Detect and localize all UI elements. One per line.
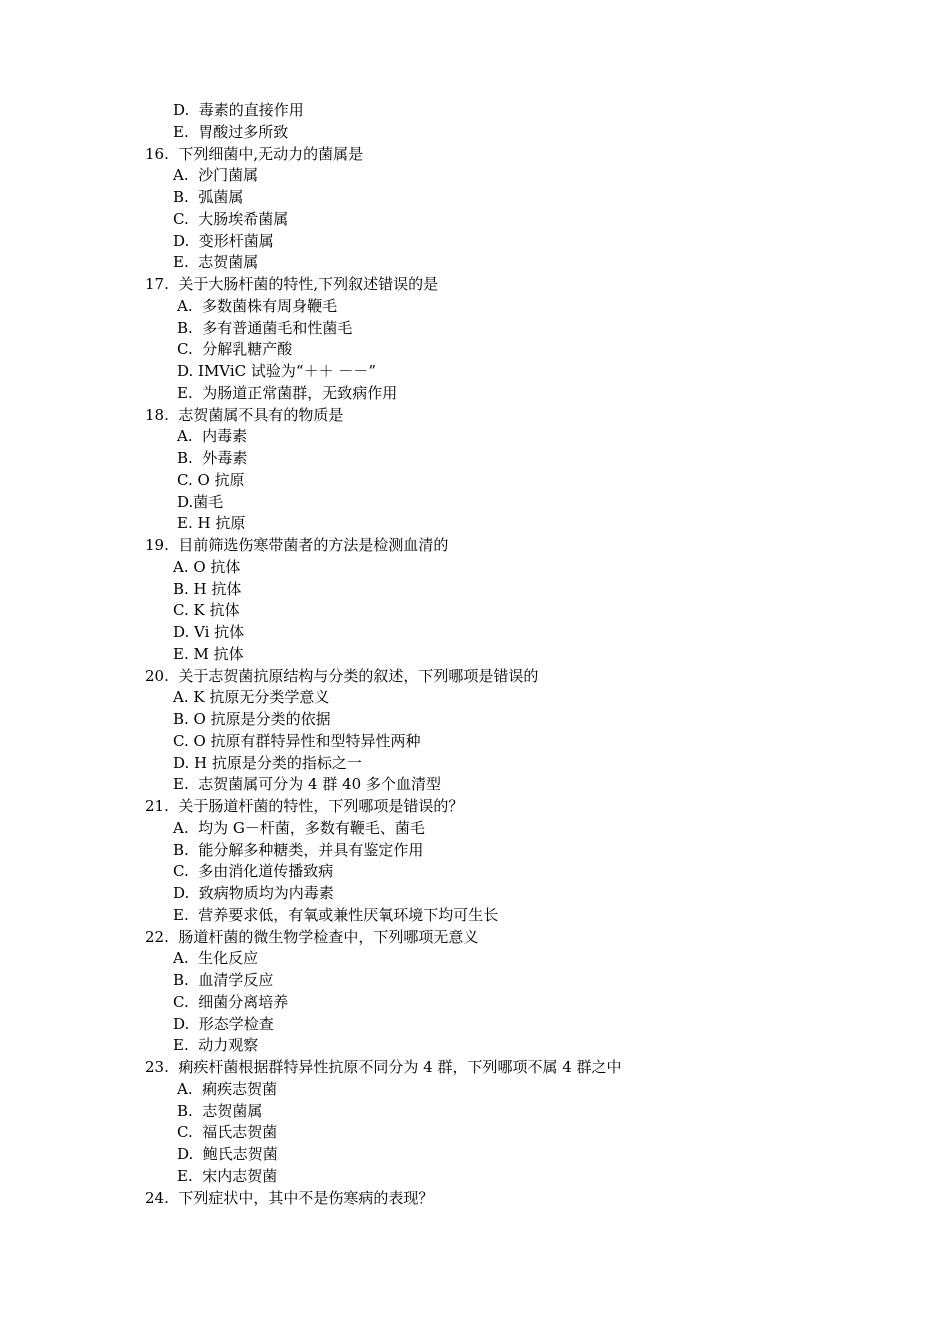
question-24: 24. 下列症状中，其中不是伤寒病的表现？ (145, 1188, 434, 1207)
option-d: D. 形态学检查 (173, 1014, 274, 1033)
option-c: C. 福氏志贺菌 (177, 1123, 278, 1142)
question-19: 19. 目前筛选伤寒带菌者的方法是检测血清的 (145, 536, 449, 554)
option-c: C. O 抗原 (177, 470, 245, 489)
question-22: 22. 肠道杆菌的微生物学检查中，下列哪项无意义 (145, 927, 479, 946)
option-b: B. 血清学反应 (173, 971, 274, 989)
question-17: 17. 关于大肠杆菌的特性,下列叙述错误的是 (145, 275, 439, 293)
option-e: E. 志贺菌属 (173, 253, 259, 272)
option-a: A. K 抗原无分类学意义 (173, 688, 330, 707)
option-a: A. 痢疾志贺菌 (177, 1079, 278, 1098)
option-e: E. 宋内志贺菌 (177, 1166, 278, 1185)
option-e: E. H 抗原 (177, 514, 246, 533)
option-c: C. O 抗原有群特异性和型特异性两种 (173, 731, 421, 750)
exam-page (0, 100, 950, 1209)
option-d: D.菌毛 (177, 492, 224, 511)
option-d: D. 致病物质均为内毒素 (173, 884, 334, 902)
option-c: C. 细菌分离培养 (173, 992, 289, 1011)
option-a: A. 内毒素 (177, 427, 248, 446)
option-a: A. 多数菌株有周身鞭毛 (177, 296, 338, 315)
option-c: C. 多由消化道传播致病 (173, 862, 334, 881)
option-a: A. 均为 G－杆菌，多数有鞭毛、菌毛 (173, 818, 425, 837)
option-b: B. 志贺菌属 (177, 1101, 263, 1120)
option-e: E. 为肠道正常菌群，无致病作用 (177, 383, 398, 402)
option-d: D. 毒素的直接作用 (173, 101, 304, 119)
option-d: D. IMViC 试验为“＋＋ －－” (177, 362, 377, 380)
option-c: C. 大肠埃希菌属 (173, 209, 289, 228)
question-21: 21. 关于肠道杆菌的特性，下列哪项是错误的？ (145, 797, 464, 815)
option-e: E. 志贺菌属可分为 4 群 40 多个血清型 (173, 775, 441, 794)
option-b: B. 多有普通菌毛和性菌毛 (177, 318, 353, 337)
option-e: E. 胃酸过多所致 (173, 122, 289, 141)
option-a: A. O 抗体 (173, 557, 241, 576)
option-e: E. M 抗体 (173, 644, 244, 663)
option-d: D. 变形杆菌属 (173, 231, 274, 250)
question-20: 20. 关于志贺菌抗原结构与分类的叙述，下列哪项是错误的 (145, 666, 539, 685)
question-23: 23. 痢疾杆菌根据群特异性抗原不同分为 4 群，下列哪项不属 4 群之中 (145, 1058, 622, 1076)
option-d: D. H 抗原是分类的指标之一 (173, 753, 362, 772)
question-18: 18. 志贺菌属不具有的物质是 (145, 405, 344, 424)
option-b: B. 能分解多种糖类，并具有鉴定作用 (173, 840, 424, 859)
option-a: A. 沙门菌属 (173, 166, 259, 185)
option-e: E. 营养要求低，有氧或兼性厌氧环境下均可生长 (173, 905, 499, 924)
option-d: D. 鲍氏志贺菌 (177, 1145, 278, 1163)
option-d: D. Vi 抗体 (173, 623, 245, 641)
option-c: C. 分解乳糖产酸 (177, 340, 293, 359)
option-b: B. O 抗原是分类的依据 (173, 710, 331, 728)
option-a: A. 生化反应 (173, 949, 259, 968)
option-b: B. 外毒素 (177, 449, 248, 467)
question-16: 16. 下列细菌中,无动力的菌属是 (145, 144, 364, 163)
option-b: B. H 抗体 (173, 579, 242, 598)
option-e: E. 动力观察 (173, 1036, 259, 1055)
option-c: C. K 抗体 (173, 601, 240, 620)
option-b: B. 弧菌属 (173, 188, 244, 206)
